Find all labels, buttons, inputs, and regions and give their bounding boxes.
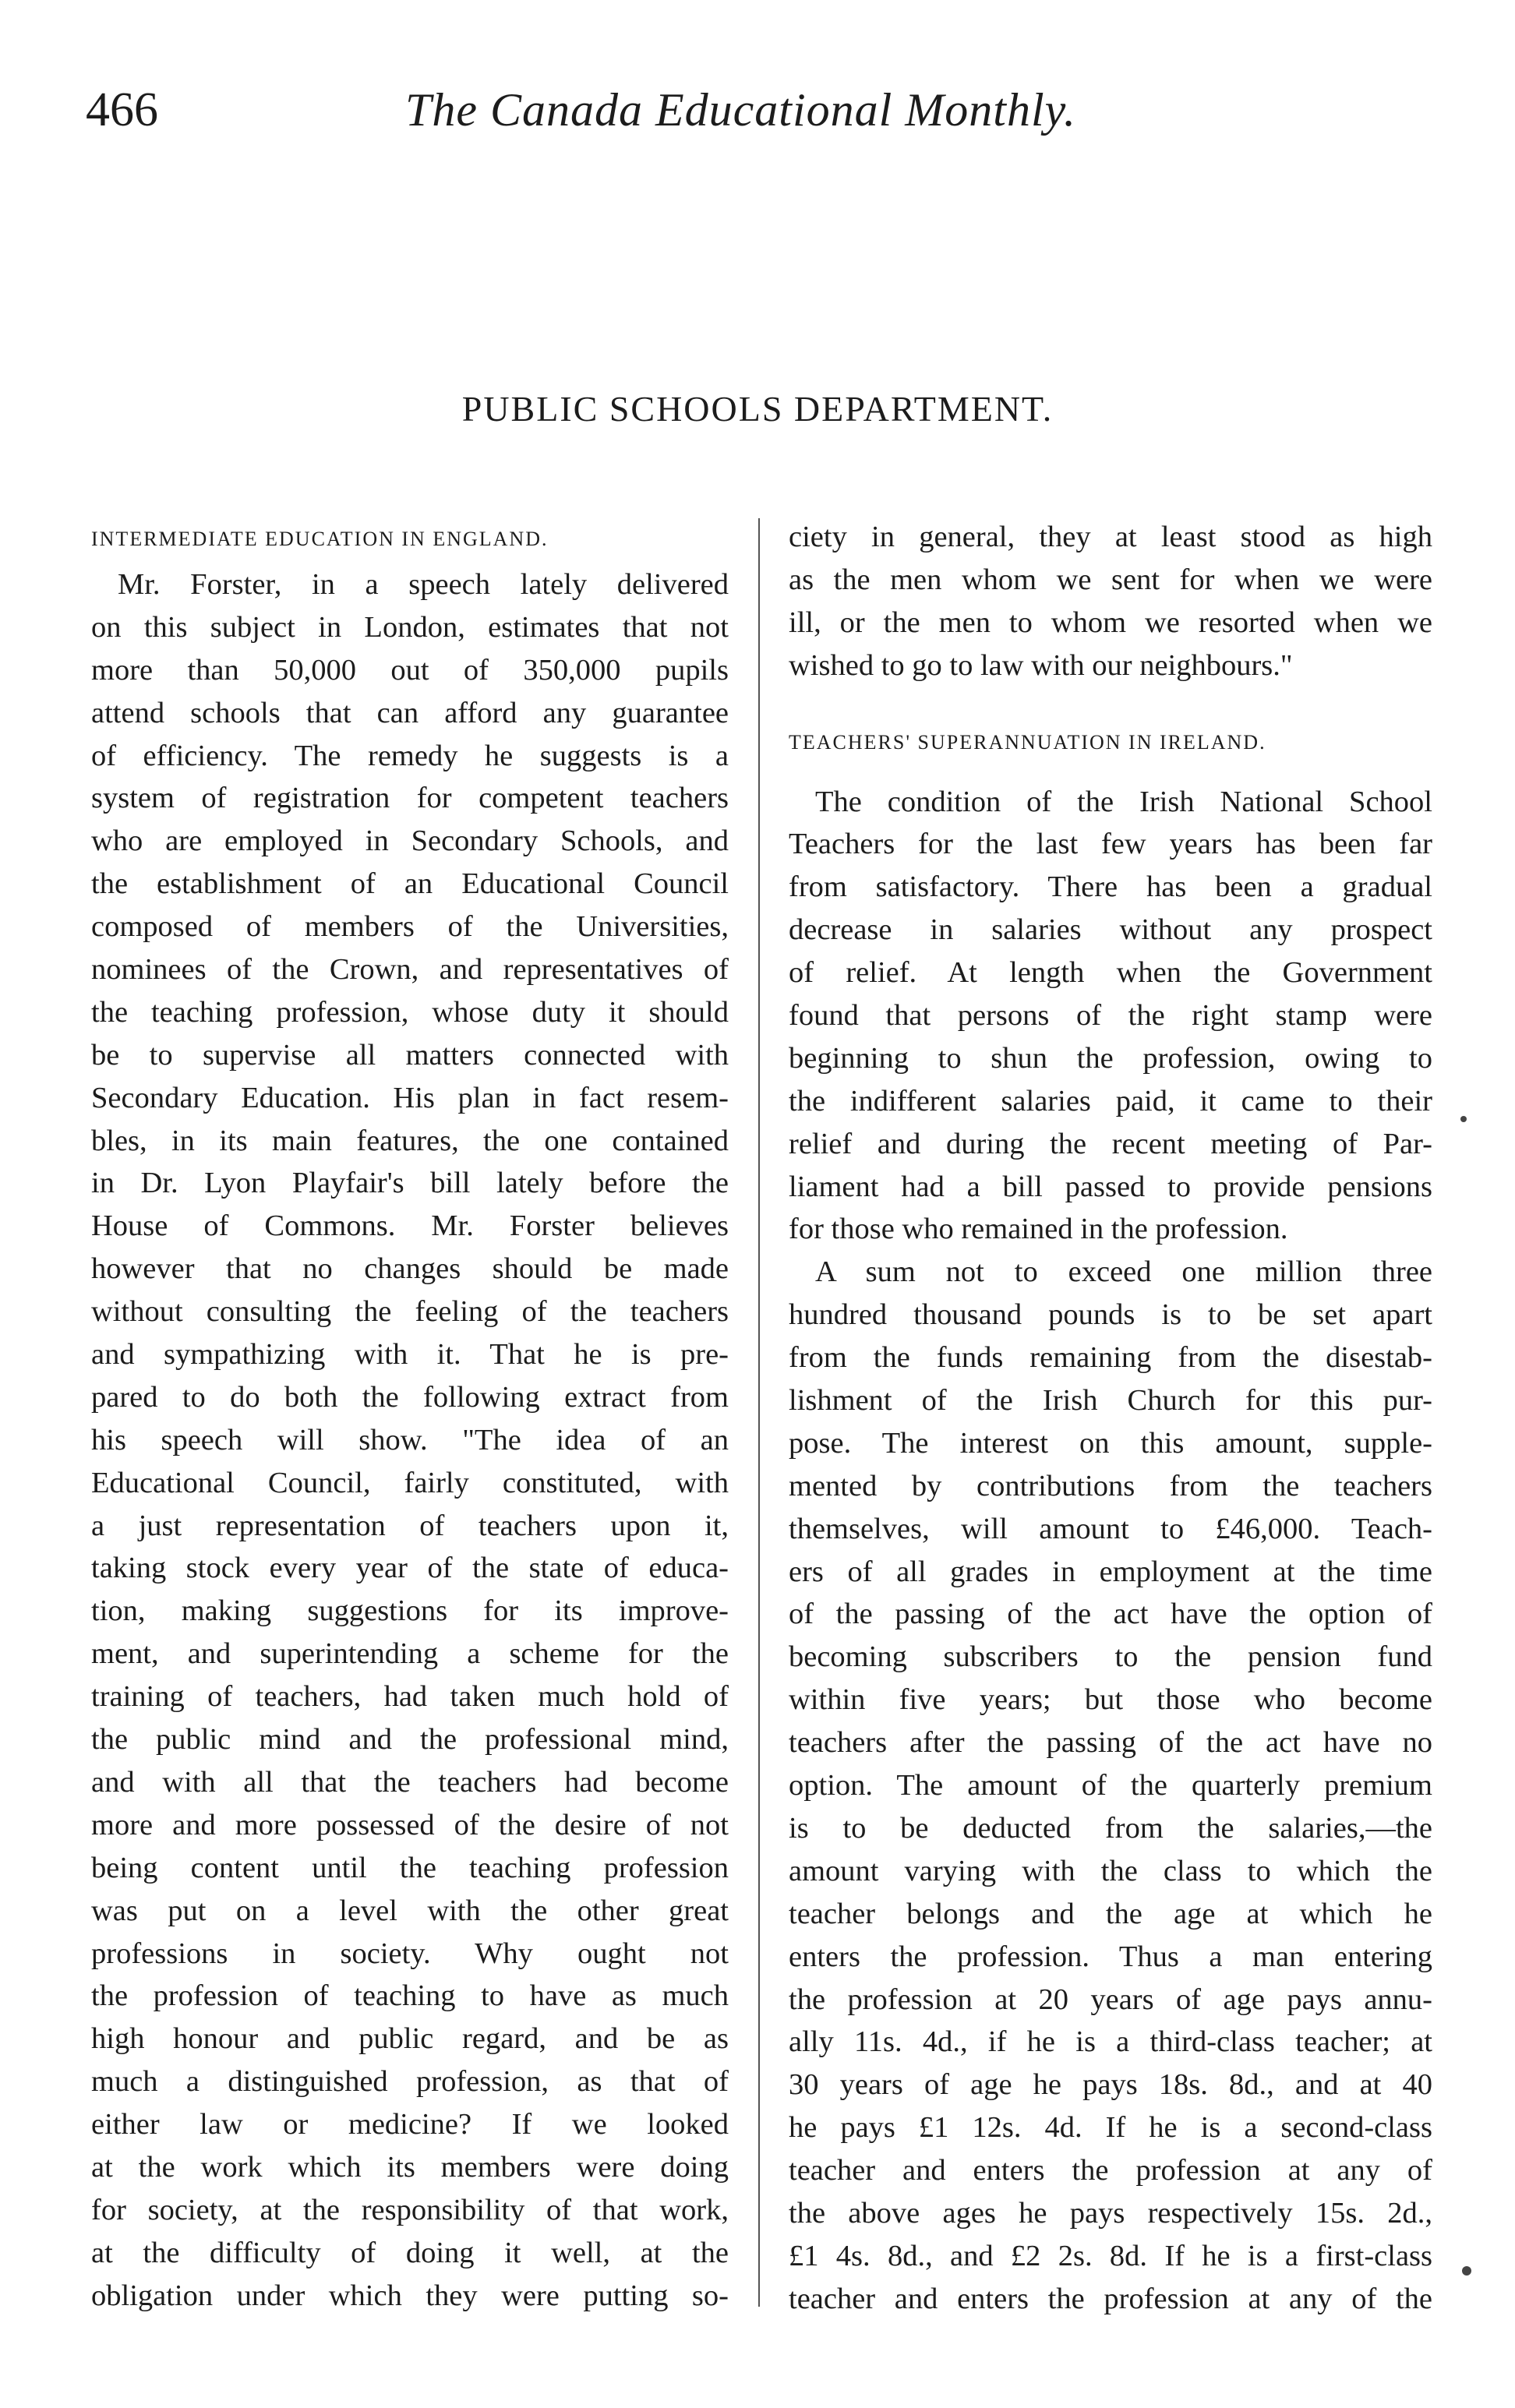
article-body [91,563,729,2318]
text-line: nominees of the Crown, and representatives of [91,953,729,987]
text-line: attend schools that can afford any guarantee [91,696,729,729]
text-line: lishment of the Irish Church for this pur- [789,1384,1432,1418]
text-line: composed of members of the Universities, [91,910,729,944]
text-line: for those who remained in the profession. [789,1213,1288,1246]
text-line: of relief. At length when the Government [789,956,1432,990]
text-line: teacher and enters the profession at any of [789,2154,1432,2187]
text-line: teacher belongs and the age at which he [789,1897,1432,1930]
text-line: is to be deducted from the salaries,—the [789,1811,1432,1845]
text-line: themselves, will amount to £46,000. Teach- [789,1512,1432,1545]
text-line: Educational Council, fairly constituted, with [91,1466,729,1499]
text-line: the establishment of an Educational Council [91,867,729,901]
text-line: the above ages he pays respectively 15s. 2d., [789,2196,1432,2230]
text-line: the indifferent salaries paid, it came to their [789,1084,1432,1117]
text-line: the profession at 20 years of age pays annu- [789,1983,1432,2016]
page-number: 466 [86,83,158,136]
text-line: ment, and superintending a scheme for the [91,1637,729,1671]
text-line: training of teachers, had taken much hold of [91,1680,729,1714]
text-line: relief and during the recent meeting of Par- [789,1127,1432,1160]
text-line: being content until the teaching profession [91,1851,729,1884]
text-line: taking stock every year of the state of educa- [91,1552,729,1585]
text-line: Mr. Forster, in a speech lately delivered [118,568,729,601]
article-paragraph [789,1251,1432,2320]
text-line: decrease in salaries without any prospect [789,913,1432,947]
running-head [86,75,1465,145]
text-line: ers of all grades in employment at the time [789,1555,1432,1588]
text-line: liament had a bill passed to provide pensions [789,1170,1432,1203]
text-line: as the men whom we sent for when we were [789,563,1432,596]
text-line: A sum not to exceed one million three [815,1255,1432,1289]
text-line: at the work which its members were doing [91,2150,729,2184]
text-line: however that no changes should be made [91,1252,729,1286]
text-line: bles, in its main features, the one contained [91,1124,729,1157]
article-heading: INTERMEDIATE EDUCATION IN ENGLAND. [91,528,549,550]
text-line: teacher and enters the profession at any of the [789,2282,1432,2315]
text-line: of the passing of the act have the option of [789,1598,1432,1631]
text-line: was put on a level with the other great [91,1894,729,1927]
text-line: teachers after the passing of the act have no [789,1726,1432,1760]
text-line: be to supervise all matters connected with [91,1038,729,1072]
text-line: who are employed in Secondary Schools, and [91,824,729,858]
text-line: becoming subscribers to the pension fund [789,1640,1432,1674]
text-line: The condition of the Irish National School [815,785,1432,818]
text-line: the profession of teaching to have as much [91,1979,729,2013]
text-line: Secondary Education. His plan in fact resem- [91,1081,729,1114]
text-line: he pays £1 12s. 4d. If he is a second-class [789,2111,1432,2145]
text-line: found that persons of the right stamp were [789,999,1432,1033]
text-line: pose. The interest on this amount, supple- [789,1426,1432,1460]
text-line: in Dr. Lyon Playfair's bill lately before the [91,1167,729,1200]
text-line: without consulting the feeling of the teachers [91,1295,729,1329]
text-line: a just representation of teachers upon it, [91,1509,729,1542]
text-line: enters the profession. Thus a man entering [789,1940,1432,1973]
text-line: either law or medicine? If we looked [91,2108,729,2141]
text-line: from the funds remaining from the disestab- [789,1341,1432,1375]
text-line: Teachers for the last few years has been far [789,828,1432,861]
text-line: ciety in general, they at least stood as high [789,521,1432,553]
text-line: system of registration for competent teachers [91,782,729,815]
text-line: at the difficulty of doing it well, at the [91,2236,729,2269]
text-line: for society, at the responsibility of that work, [91,2193,729,2226]
text-line: ill, or the men to whom we resorted when we [789,606,1432,639]
text-line: pared to do both the following extract from [91,1380,729,1414]
text-line: beginning to shun the profession, owing to [789,1041,1432,1075]
article-continuation [789,516,1432,687]
text-line: the public mind and the professional mind, [91,1723,729,1757]
text-line: amount varying with the class to which the [789,1854,1432,1887]
text-line: obligation under which they were putting so- [91,2279,729,2312]
text-line: ally 11s. 4d., if he is a third-class teacher; at [789,2025,1432,2059]
right-column [789,516,1432,2321]
column-divider [758,518,760,2307]
text-line: high honour and public regard, and be as [91,2022,729,2056]
text-line: option. The amount of the quarterly premium [789,1769,1432,1802]
text-line: his speech will show. "The idea of an [91,1423,729,1456]
text-line: and with all that the teachers had become [91,1765,729,1799]
text-line: £1 4s. 8d., and £2 2s. 8d. If he is a first-class [789,2239,1432,2272]
text-line: mented by contributions from the teachers [789,1469,1432,1502]
section-title: PUBLIC SCHOOLS DEPARTMENT. [461,389,1054,429]
text-line: professions in society. Why ought not [91,1937,729,1970]
text-line: the teaching profession, whose duty it should [91,995,729,1029]
journal-title: The Canada Educational Monthly. [405,84,1076,136]
left-column [91,518,729,2318]
printer-mark [1460,1116,1467,1122]
text-line: much a distinguished profession, as that of [91,2065,729,2099]
text-line: tion, making suggestions for its improve- [91,1594,729,1628]
text-line: more and more possessed of the desire of not [91,1808,729,1841]
article-heading: TEACHERS' SUPERANNUATION IN IRELAND. [789,730,1266,754]
text-line: within five years; but those who become [789,1683,1432,1717]
text-line: from satisfactory. There has been a gradual [789,870,1432,904]
text-line: wished to go to law with our neighbours." [789,648,1293,682]
text-line: hundred thousand pounds is to be set apart [789,1298,1432,1332]
text-line: of efficiency. The remedy he suggests is a [91,739,729,772]
text-line: on this subject in London, estimates that not [91,610,729,644]
printer-mark [1462,2266,1471,2276]
text-line: and sympathizing with it. That he is pre- [91,1338,729,1372]
text-line: 30 years of age he pays 18s. 8d., and at 40 [789,2068,1432,2102]
article-paragraph [789,781,1432,1252]
text-line: more than 50,000 out of 350,000 pupils [91,653,729,687]
text-line: House of Commons. Mr. Forster believes [91,1209,729,1243]
